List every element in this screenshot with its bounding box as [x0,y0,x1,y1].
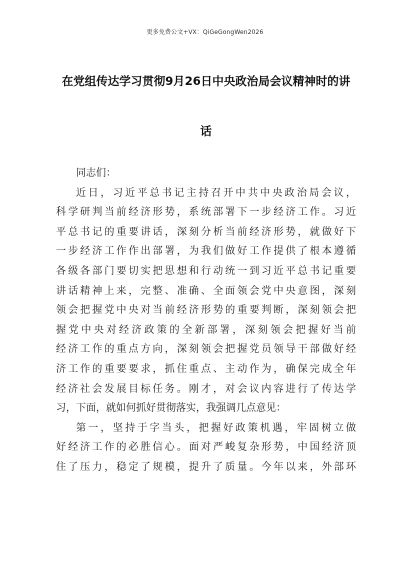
body-line: 科学研判当前经济形势，系统部署下一步经济工作。习近 [56,207,356,219]
document-title-line-2: 话 [200,124,212,138]
body-line: 经济工作的重点方向，深刻领会把握党员领导干部做好经 [56,344,356,356]
body-line: 一步经济工作作出部署，为我们做好工作提供了根本遵循 [56,246,356,258]
body-line: 近日，习近平总书记主持召开中共中央政治局会议， [76,187,356,199]
salutation: 同志们： [76,168,116,179]
body-line: 住了压力，稳定了规模，提升了质量。今年以来，外部环 [56,461,356,473]
body-line: 经济社会发展目标任务。刚才，对会议内容进行了传达学 [56,383,356,395]
body-line: 握党中央对经济政策的全新部署，深刻领会把握好当前 [56,324,356,336]
body-line: 讲话精神上来，完整、准确、全面领会党中央意图，深刻 [56,285,356,297]
body-line: 领会把握党中央对当前经济形势的重要判断，深刻领会把 [56,305,356,317]
body-line: 习，下面，就如何抓好贯彻落实，我强调几点意见： [56,403,286,415]
body-line: 各级各部门要切实把思想和行动统一到习近平总书记重要 [56,265,356,277]
body-line: 好经济工作的必胜信心。面对严峻复杂形势，中国经济顶 [56,442,356,454]
document-title-line-1: 在党组传达学习贯彻9月26日中央政治局会议精神时的讲 [61,74,351,88]
body-line: 第一，坚持于字当头，把握好政策机遇，牢固树立做 [76,422,356,434]
body-line: 平总书记的重要讲话，深刻分析当前经济形势，就做好下 [56,226,356,238]
body-line: 济工作的重要要求，抓住重点、主动作为，确保完成全年 [56,363,356,375]
header-watermark: 更多免费公文+VX：QiGeGongWen2026 [146,29,264,36]
document-body [56,164,356,478]
